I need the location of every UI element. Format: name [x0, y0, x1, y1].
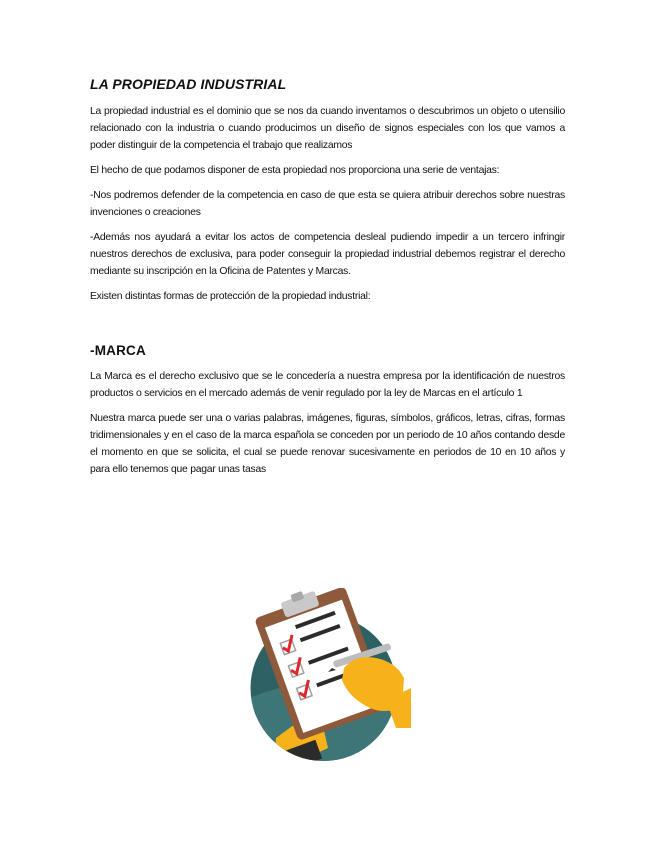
paragraph-definition: La propiedad industrial es el dominio que se nos da cuando inventamos o descubrimos un objeto o utensilio relacionado con la industria o cuando producimos un diseño de signos especiales con los que vamos a poder distinguir de la competencia el trabajo que realizamos [90, 106, 565, 151]
checklist-clipboard-icon [236, 588, 411, 763]
paragraph-advantage-competition: -Además nos ayudará a evitar los actos de competencia desleal pudiendo impedir a un tercero infringir nuestros derechos de exclusiva, para poder conseguir la propiedad industrial debemos registrar el derecho mediante su inscripción en la Oficina de Patentes y Marcas. [90, 232, 565, 277]
paragraph-marca-types: Nuestra marca puede ser una o varias palabras, imágenes, figuras, símbolos, gráficos, letras, cifras, formas tridimensionales y en el caso de la marca española se conceden por un periodo de 10 años contando desde el momento en que se solicita, el cual se puede renovar sucesivamente en periodos de 10 en 10 años y para ello tenemos que pagar unas tasas [90, 413, 565, 475]
page-title: LA PROPIEDAD INDUSTRIAL [90, 76, 287, 92]
paragraph-advantages-intro: El hecho de que podamos disponer de esta propiedad nos proporciona una serie de ventajas: [90, 165, 500, 176]
paragraph-protection-forms: Existen distintas formas de protección de la propiedad industrial: [90, 291, 371, 302]
paragraph-advantage-defense: -Nos podremos defender de la competencia en caso de que esta se quiera atribuir derechos sobre nuestras invenciones o creaciones [90, 190, 565, 218]
section-title-marca: -MARCA [90, 343, 146, 358]
paragraph-marca-definition: La Marca es el derecho exclusivo que se le concedería a nuestra empresa por la identificación de nuestros productos o servicios en el mercado además de venir regulado por la ley de Marcas en el artículo 1 [90, 371, 565, 399]
document-page [90, 76, 565, 486]
